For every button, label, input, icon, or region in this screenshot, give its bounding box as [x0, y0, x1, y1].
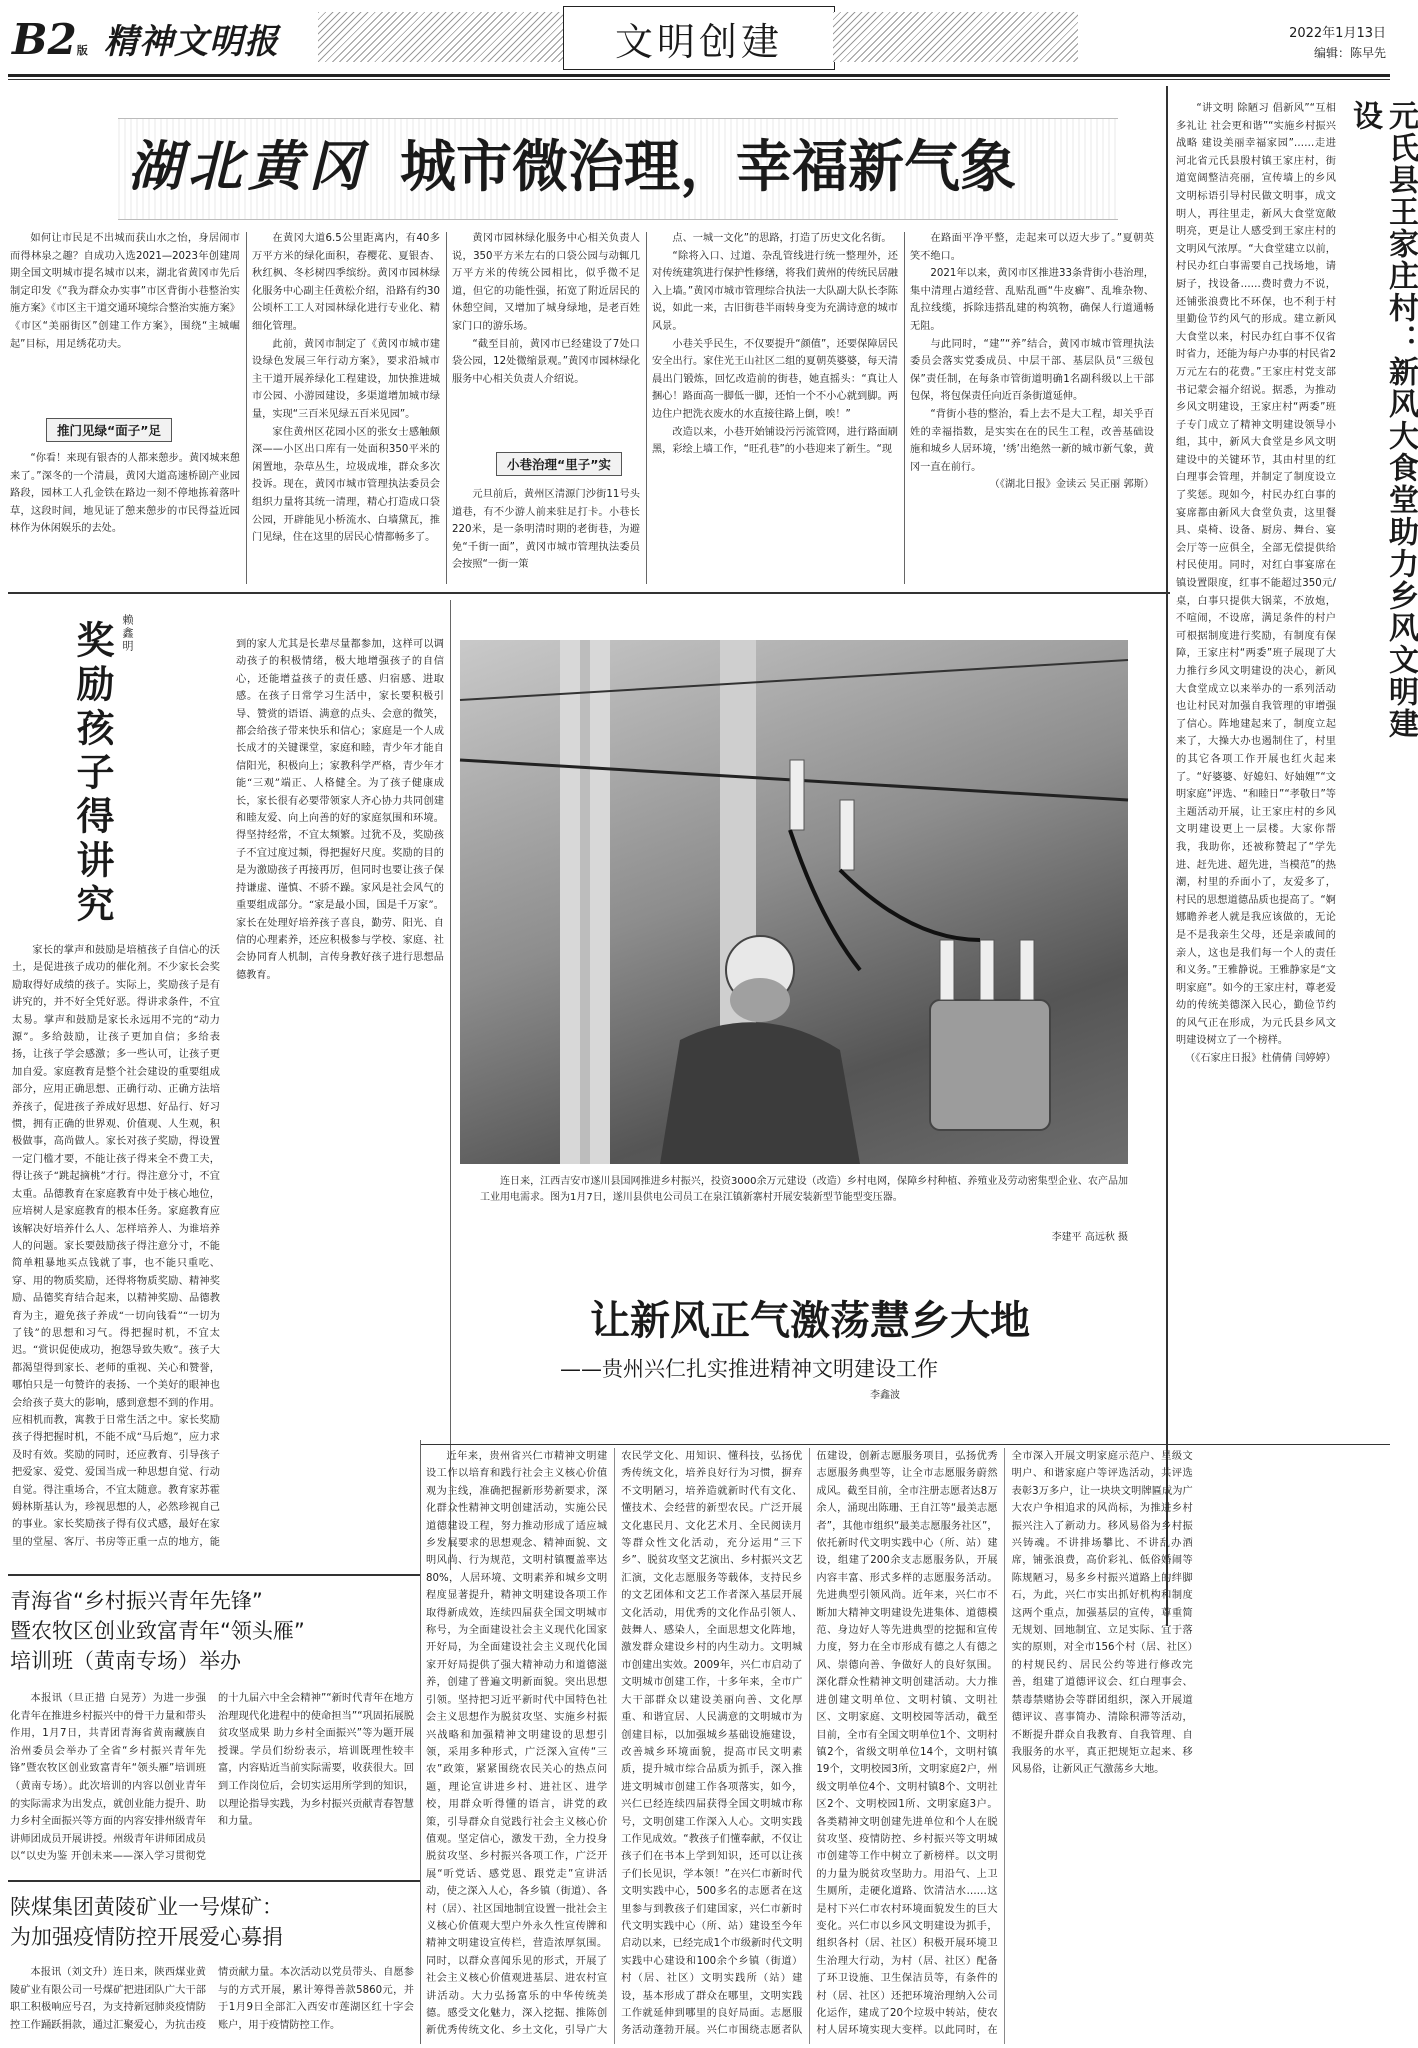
section-box [563, 6, 835, 70]
masthead-hatch-right [833, 12, 1078, 62]
qinghai-title-line: 青海省“乡村振兴青年先锋” [10, 1589, 263, 1613]
news-photo [460, 640, 1128, 1164]
qinghai-headline [10, 1586, 420, 1676]
qinghai-text [10, 1690, 414, 1874]
right-column-title: 元氏县王家庄村：新风大食堂助力乡风文明建设 [1347, 100, 1418, 740]
photo-caption [480, 1174, 1128, 1206]
masthead-rule-thin [8, 79, 1390, 80]
lead-column-4 [652, 230, 898, 459]
lead-kicker: 湖北黄冈 [128, 134, 368, 198]
opinion-author: 赖鑫明 [121, 614, 134, 653]
opinion-paragraph: 家长的掌声和鼓励是培植孩子自信心的沃土，是促进孩子成功的催化剂。不少家长会奖励取得好成绩的孩子。实际上，奖励孩子是有讲究的，并不好全凭好恶。得讲求条件，不宜太易。掌声和鼓励是家长永远用不完的“动力源”。多给鼓励，让孩子更加自信；多给表扬，让孩子学会感激；多一些认可，让孩子更加自爱。家庭教育是整个社会建设的重要组成部分，应用正确思想、正确行动、正确方法培养孩子，促进孩子养成好思想、好品行、好习惯，拥有正确的世界观、价值观、人生观，积极做事，高尚做人。家长对孩子奖励，得设置一定门槛才要，不能让孩子得来全不费工夫，得让孩子“跳起摘桃”才行。得注意分寸，不宜太重。品德教育在家庭教育中处于核心地位，应培树人是家庭教育的根本任务。家庭教育应该解决好培养什么人、怎样培养人、为谁培养人的问题。家长要鼓励孩子得注意分寸，不能简单粗暴地买点钱就了事，也不能只重吃、穿、用的物质奖励，还得将物质奖励、精神奖励、品德奖育结合起来，以精神奖励、品德教育为主，避免孩子养成“一切向钱看”“一切为了钱”的思想和习气。得把握时机，不宜太迟。“赏识促使成功，抱怨导致失败”。孩子大都渴望得到家长、老师的重视、关心和赞誉，哪怕只是一句赞许的表扬、一个美好的眼神也会给孩子莫大的影响，感到意想不到的作用。应相机而教，寓教于日常生活之中。家长奖励孩子得把握时机，不能不成“马后炮”，应力求及时有效。奖励的同时，还应教育、引导孩子把爱家、爱党、爱国当成一种思想自觉、行动自觉。得注重场合，不宜太随意。教育家苏霍姆林斯基认为，珍视思想的人，必然珍视自己的事业。家长奖励孩子得有仪式感，最好在家里的堂屋、客厅、书房等正重一点的地方，能到的家人尤其是长辈尽量都参加，这样可以调动孩子的积极情绪，极大地增强孩子的自信心，还能增益孩子的责任感、归宿感、进取感。在孩子日常学习生活中，家长要积极引导、赞赏的语语、满意的点头、会意的微笑，都会给孩子带来快乐和信心；家庭是一个人成长成才的关键课堂，家庭和睦，青少年才能自信阳光，积极向上；家教科学严格，青少年才能“三观”端正、人格健全。为了孩子健康成长，家长很有必要带领家人齐心协力共同创建和睦友爱、向上向善的好的家庭氛围和环境。得坚持经常，不宜太频繁。过犹不及，奖励孩子不宜过度过频，得把握好尺度。奖励的目的是为激励孩子再接再厉，但同时也要让孩子保持谦虚、谨慎、不骄不躁。家风是社会风气的重要组成部分。“家是最小国，国是千万家”。家长在处理好培养孩子喜良，勤劳、阳光、自信的心理素养，还应积极参与学校、家庭、社会协同育人机制，言传身教好孩子进行思想品德教育。 [12, 639, 444, 1548]
page-code [12, 15, 88, 73]
shaanxi-title-line: 陕煤集团黄陵矿业一号煤矿： [10, 1895, 283, 1919]
lead-paragraph: 在路面平净平整，走起来可以迈大步了。”夏朝英笑不绝口。 [910, 233, 1154, 262]
right-column-rule [1166, 86, 1168, 1626]
lead-paragraph: 小巷关乎民生，不仅要提升“颜值”，还要保障居民安全出行。家住光王山社区二组的夏朝英婆婆，每天清晨出门锻炼，回忆改造前的街巷，她直摇头：“真让人捆心！路面高一脚低一脚，还怕一个不小心就到脚。两边住户把洗衣废水的水直接往路上倒，唉！” [652, 338, 898, 420]
guizhou-text [426, 1448, 1388, 2044]
guizhou-paragraph: 近年来，贵州省兴仁市精神文明建设工作以培育和践行社会主义核心价值观为主线，准确把握新形势新要求，深化群众性精神文明创建活动，实施公民道德建设工程，努力推动形成了适应城乡发展要求的思想观念、精神面貌、文明风尚、行为规范，文明村镇覆盖率达80%，人居环境、文明素养和城乡文明程度显著提升，精神文明建设各项工作取得新成效，连续四届获全国文明城市称号，为全面建设社会主义现代化国家开好局，为全面建设社会主义现代化国家开好局提供了强大精神动力和道德滋养，创建了普遍文明新面貌。突出思想引领。坚持把习近平新时代中国特色社会主义思想作为脱贫攻坚、实施乡村振兴战略和加强精神文明建设的思想引领，采用多种形式，广泛深入宣传“三农”政策，紧紧围绕农民关心的热点问题，理论宣讲进乡村、进社区、进学校，用群众听得懂的语言，讲党的政策，引导群众自觉践行社会主义核心价值观。坚定信心，激发干劲，全力投身脱贫攻坚、乡村振兴各项工作，广泛开展“听党话、感党恩、跟党走”宣讲活动，使之深入人心，各乡镇（街道）、各村（居）、社区国地制宜设置一批社会主义核心价值观大型户外永久性宣传牌和精神文明建设宣传栏，营造浓厚氛围。同时，以群众喜闻乐见的形式，开展了社会主义核心价值观进基层、进农村宣讲活动。大力弘扬富乐的中华传统美德。感受文化魅力，深入挖掘、推陈创新优秀传统文化、乡土文化，引导广大农民学文化、用知识、懂科技，弘扬优秀传统文化，培养良好行为习惯，摒弃不文明陋习，培养造就新时代有文化、懂技术、会经营的新型农民。广泛开展文化惠民月、文化艺术月、全民阅读月等群众性文化活动，充分运用“三下乡”、脱贫攻坚文艺演出、乡村振兴文艺汇演，文化志愿服务等载体，支持民乡的文艺团体和文艺工作者深入基层开展文化活动，用优秀的文化作品引领人、鼓舞人、感染人，全面思想文化阵地，激发群众建设乡村的内生动力。文明城市创建出实效。2009年，兴仁市启动了文明城市创建工作，十多年来，全市广大干部群众以建设美丽向善、文化厚重、和谐宜居、人民满意的文明城市为创建目标，以加强城乡基础设施建设，改善城乡环境面貌，提高市民文明素质，提升城市综合品质为抓手，深入推进文明城市创建工作各项落实，如今，兴仁已经连续四届获得全国文明城市称号，文明创建工作深入人心。文明实践工作见成效。“教孩子们懂奉献，不仅让孩子们在书本上学到知识，还可以让孩子们长见识，学本领！”在兴仁市新时代文明实践中心，500多名的志愿者在这里参与到教孩子们建国家，兴仁市新时代文明实践中心（所、站）建设至今年启动以来，已经完成1个市级新时代文明实践中心建设和100余个乡镇（街道）村（居、社区）文明实践所（站）建设，基本形成了群众在哪里，文明实践工作就延伸到哪里的良好局面。志愿服务活动蓬勃开展。兴仁市围绕志愿者队伍建设，创新志愿服务项目，弘扬优秀志愿服务典型等，让全市志愿服务蔚然成风。截至目前，全市注册志愿者达8万余人，涌现出陈珊、王自江等“最美志愿者”，其他市组织“最美志愿服务社区”，依托新时代文明实践中心（所、站）建设，组建了200余支志愿服务队，开展内容丰富、形式多样的志愿服务活动。先进典型引领风尚。近年来，兴仁市不断加大精神文明建设先进集体、道德模范、身边好人等先进典型的挖掘和宣传力度，努力在全市形成有德之人有德之风、崇德向善、争做好人的良好氛围。深化群众性精神文明创建活动。大力推进创建文明单位、文明村镇、文明社区、文明家庭、文明校园等活动，截至目前，全市有全国文明单位1个、文明村镇2个，省级文明单位14个，文明村镇19个，文明校园3所，文明家庭2户，州级文明单位4个、文明村镇8个、文明社区2个、文明校园1所、文明家庭3户。各类精神文明创建先进单位和个人在脱贫攻坚、疫情防控、乡村振兴等文明城市创建等工作中树立了新榜样。以文明的力量为脱贫攻坚助力。用沿气、上卫生厕所，走硬化道路、饮清洁水……这是村下兴仁市农村环境面貌发生的巨大变化。兴仁市以乡风文明建设为抓手，组织各村（居、社区）积极开展环境卫生治理大行动，为村（居、社区）配备了环卫设施、卫生保洁员等，有条件的村（居、社区）还把环境治理纳入公司化运作，建成了20个垃圾中转站，使农村人居环境实现大变样。以此同时，在全市深入开展文明家庭示范户、星级文明户、和谐家庭户等评选活动，共评选表彰3万多户，让一块块文明牌匾成为广大农户争相追求的风尚标，为推进乡村振兴注入了新动力。移风易俗为乡村振兴铸魂。不讲排场攀比、不讲乱办酒席，铺张浪费，高价彩礼、低俗婚闹等陈规陋习，易多乡村振兴道路上的绊脚石，为此，兴仁市实出抓好机构和制度这两个重点，加强基层的宣传，尊重简无规划、回地制宜、立足实际、宜于落实的原则，对全市156个村（居、社区）的村规民约、居民公约等进行修改完善，组建了道德评议会、红白理事会、禁毒禁赌协会等群团组织，深入开展道德评议、喜事简办、清除积滞等活动，不断提升群众自我教育、自我管理、自我服务的水平，真正把规矩立起来、移风易俗，让新风正气激荡乡大地。 [426, 1451, 1193, 2037]
lead-column-1b [10, 450, 240, 538]
right-column-text [1176, 100, 1336, 1068]
lead-column-2 [252, 230, 440, 547]
qinghai-title-line: 培训班（黄南专场）举办 [10, 1649, 241, 1673]
shaanxi-text [10, 1964, 414, 2044]
transformer-icon [930, 1000, 1050, 1130]
utility-worker-illustration [460, 640, 1128, 1164]
lead-column-3b [452, 486, 640, 574]
lead-paragraph: 黄冈市园林绿化服务中心相关负责人说，350平方米左右的口袋公园与动辄几万平方米的传统公园相比，似乎微不足道，但它的功能性强，拓宽了附近居民的休憩空间，又增加了城身绿地，是老百姓家门口的游乐场。 [452, 233, 640, 332]
lead-paragraph: “背街小巷的整治，看上去不是大工程，却关乎百姓的幸福指数，是实实在在的民生工程，改善基础设施和城乡人居环境，‘绣’出绝然一新的城市新气象，黄冈一直在前行。 [910, 408, 1154, 473]
section-rule [8, 592, 1170, 594]
column-rule [446, 232, 447, 584]
lead-paragraph: 点、一城一文化”的思路，打造了历史文化名街。 [672, 233, 892, 244]
lead-paragraph: 改造以来，小巷开始铺设污污流管网，进行路面刷黑，彩绘上墙工作，“旺孔巷”的小巷迎来了新生。“现 [652, 426, 898, 456]
column-rule [646, 232, 647, 584]
brief-rule [8, 1880, 420, 1882]
qinghai-paragraph: 本报讯（旦正措 白晃芳）为进一步强化青年在推进乡村振兴中的骨干力量和带头作用，1月7日，共青团青海省黄南藏族自治州委员会举办了全省“乡村振兴青年先锋”暨农牧区创业致富青年“领头雁”培训班（黄南专场）。此次培训的内容以创业青年的实际需求为出发点，就创业能力提升、助力乡村全面振兴等方面的内容安排州级青年讲师团成员开展讲授。州级青年讲师团成员以“以史为鉴 开创未来——深入学习贯彻党的十九届六中全会精神”“新时代青年在地方治理现代化进程中的使命担当”“巩固拓展脱贫攻坚成果 助力乡村全面振兴”等为题开展授课。学员们纷纷表示，培训既理性较丰富，内容贴近当前实际需要，收获很大。回到工作岗位后，会切实运用所学到的知识，以理论指导实践，为乡村振兴贡献青春智慧和力量。 [10, 1693, 414, 1863]
guizhou-author: 李鑫波 [870, 1390, 900, 1401]
page-code-suffix: 版 [76, 44, 88, 57]
lead-paragraph: 在黄冈大道6.5公里距离内，有40多万平方米的绿化面积，春樱花、夏银杏、秋红枫、冬杉树四季缤纷。黄冈市园林绿化服务中心副主任黄松介绍，沿路有约30公顷杯工工人对园林绿化进行专业化、精细化管理。 [252, 233, 440, 332]
issue-date: 2022年1月13日 [1289, 26, 1386, 41]
section-title: 文明创建 [614, 19, 783, 64]
page-code-number: B2 [12, 15, 77, 64]
brief-rule [8, 1574, 420, 1576]
lead-paragraph: 家住黄州区花园小区的张女士感触颇深——小区出口库有一处面积350平米的闲置地，杂草丛生，垃圾成堆，群众多次投诉。现在，黄冈市城市管理执法委员会组织力量将其统一清理，精心打造成口袋公园，开辟能见小桥流水、白墙黛瓦，推门见绿，住在这里的居民心情都畅多了。 [252, 426, 440, 544]
opinion-title: 奖励孩子得讲究 [70, 620, 114, 928]
guizhou-title: 让新风正气激荡慧乡大地 [590, 1298, 1030, 1344]
lead-byline: （《湖北日报》金读云 吴正丽 郭斯） [989, 479, 1154, 491]
paper-name: 精神文明报 [104, 22, 279, 62]
lead-paragraph: 2021年以来，黄冈市区推进33条背街小巷治理，集中清理占道经营、乱贴乱画“牛皮癣”、乱堆杂物、乱拉线缆，拆除违搭乱建的构筑物，确保人行道通畅无阻。 [910, 268, 1154, 332]
shaanxi-headline [10, 1892, 420, 1952]
right-column-byline: （《石家庄日报》杜倩倩 闫婷婷） [1185, 1053, 1336, 1065]
opinion-text [12, 636, 444, 1556]
lead-paragraph: 元旦前后，黄州区清源门沙街11号头道巷，有不少游人前来驻足打卡。小巷长220米，是一条明清时期的老街巷，为避免“千街一面”，黄冈市城市管理执法委员会按照“一街一策 [452, 489, 640, 571]
lead-subhead-1: 推门见绿“面子”足 [46, 418, 172, 442]
lead-paragraph: 如何让市民足不出城而获山水之怡，身居闹市而得林泉之趣？自成功入选2021—2023年创建周期全国文明城市提名城市以来，湖北省黄冈市先后制定印发《“我为群众办实事”市区背街小巷整治实施方案》《市区主干道交通环境综合整治实施方案》《市区“美丽街区”创建工作方案》，围绕“主城崛起”目标，用足绣花功夫。 [10, 233, 240, 350]
shaanxi-title-line: 为加强疫情防控开展爱心募捐 [10, 1925, 283, 1949]
lead-paragraph: “你看！来现有银杏的人都来憩步。黄冈城来憩来了。”深冬的一个清晨，黄冈大道高速桥剧产业园路段，园林工人孔金铁在路边一刻不停地拣着落叶草，这段时间，地见证了憩来憩步的市民得益近园林作为休闲娱乐的去处。 [10, 453, 240, 535]
shaanxi-paragraph: 本报讯（刘文升）连日来，陕西煤业黄陵矿业有限公司一号煤矿把进团队广大干部职工积极响应号召，为支持新冠肺炎疫情防控工作踊跃捐款，通过汇聚爱心，为抗击疫情贡献力量。本次活动以党员带头、自愿参与的方式开展，累计筹得善款5860元，并于1月9日全部汇入西安市莲湖区红十字会账户，用于疫情防控工作。 [10, 1967, 414, 2031]
column-rule [246, 232, 247, 584]
lead-paragraph: “除将入口、过道、杂乱管线进行统一整理外，还对传统建筑进行保护性修缮，将我们黄州的传统民居融入上墙。”黄冈市城市管理综合执法一大队副大队长李陈说，如此一来，古旧街巷半雨转身变为充满诗意的城市风景。 [652, 250, 898, 332]
lead-title: 城市微治理，幸福新气象 [400, 135, 1016, 200]
guizhou-subtitle: ——贵州兴仁扎实推进精神文明建设工作 [560, 1357, 938, 1381]
qinghai-title-line: 暨农牧区创业致富青年“领头雁” [10, 1619, 305, 1643]
photo-credit: 李建平 高远秋 摄 [1051, 1232, 1128, 1243]
guizhou-rule [420, 1444, 1390, 1445]
lead-column-3 [452, 230, 640, 388]
lead-paragraph: 此前，黄冈市制定了《黄冈市城市建设绿色发展三年行动方案》，要求沿城市主干道开展养绿化工程建设，加快推进城市公园、小游园建设，多渠道增加城市绿量，实现“三百米见绿五百米见园”。 [252, 338, 440, 420]
masthead-hatch [318, 12, 563, 62]
lead-paragraph: 与此同时，“建”“养”结合，黄冈市城市管理执法委员会落实党委成员、中层干部、基层队员“三级包保”责任制，在每条市管街道明确1名副科级以上干部包保，将包保责任向近百条街道延伸。 [910, 338, 1154, 403]
column-rule [420, 1440, 421, 2044]
lead-column-1 [10, 230, 240, 353]
opinion-rule [450, 600, 451, 1570]
lead-paragraph: “截至目前，黄冈市已经建设了7处口袋公园，12处微缩景观。”黄冈市园林绿化服务中心相关负责人介绍说。 [452, 338, 640, 385]
photo-caption-text: 连日来，江西吉安市遂川县国网推进乡村振兴，投资3000余万元建设（改造）乡村电网，保障乡村种植、养殖业及劳动密集型企业、农产品加工业用电需求。图为1月7日，遂川县供电公司员工在泉江镇新寨村开展安装新型节能型变压器。 [480, 1176, 1128, 1203]
editor-credit: 编辑：陈早先 [1313, 46, 1386, 60]
column-rule [904, 232, 905, 584]
masthead-rule [8, 74, 1390, 77]
lead-subhead-2: 小巷治理“里子”实 [496, 452, 622, 476]
lead-column-5 [910, 230, 1154, 494]
right-column-paragraph: “讲文明 除陋习 倡新风”“互相多礼让 社会更和谐”“实施乡村振兴战略 建设美丽幸福家园”……走进河北省元氏县殷村镇王家庄村，街道宽阔整洁亮丽，宣传墙上的乡风文明标语引导村民做文明事，成文明人，再往里走，新风大食堂宽敞明亮，更是让人感受到王家庄村的文明风气浓厚。“大食堂建立以前，村民办红白事需要自己找场地，请厨子，找设备……费时费力不说，还铺张浪费比不环保，也不利于村里勤俭节约风气的形成。建立新风大食堂以来，村民办红白事不仅省时省力，还能为每户办事的村民省2万元左右的花费。”王家庄村党支部书记蒙会福介绍说。据悉，为推动乡风文明建设，王家庄村“两委”班子专门成立了精神文明建设领导小组，其中，新风大食堂是乡风文明建设中的关键环节，其由村里的红白理事会管理，并制定了制度设立了奖惩。现如今，村民办红白事的宴席都由新风大食堂负责，这里餐具、桌椅、设备、厨房、舞台、宴会厅等一应俱全，全部无偿提供给村民使用。同时，对红白事宴席在镇设置限度，红事不能超过350元/桌，白事只提供大锅菜，不放炮，不喧闹，不设席，满足条件的村户可根据制度进行奖励，有制度有保障，王家庄村“两委”班子展现了大力推行乡风文明建设的决心，新风大食堂成立以来举办的一系列活动也让村民对加强自我管理的审增强了信心。阵地建起来了，制度立起来了，大操大办也遏制住了，村里的其它各项工作开展也红火起来了。“好婆婆、好媳妇、好妯娌”“文明家庭”评选、“和睦日”“孝敬日”等主题活动开展，让王家庄村的乡风文明建设更上一层楼。大家你帮我，我助你，还被称赞起了“学先进、赶先进、超先进，当模范”的热潮，村里的乔面小了，友爱多了，村民的思想道德品质也提高了。“婀娜瞻养老人就是我应该做的，无论是不是我亲生父母，还是亲戚间的亲人，这也是我们每一个人的责任和义务。”王雅静说。王雅静家是“文明家庭”。如今的王家庄村，尊老爱幼的传统美德深入民心，勤俭节约的风气正在形成，为元氏县乡风文明建设树立了一个榜样。 [1176, 103, 1336, 1047]
